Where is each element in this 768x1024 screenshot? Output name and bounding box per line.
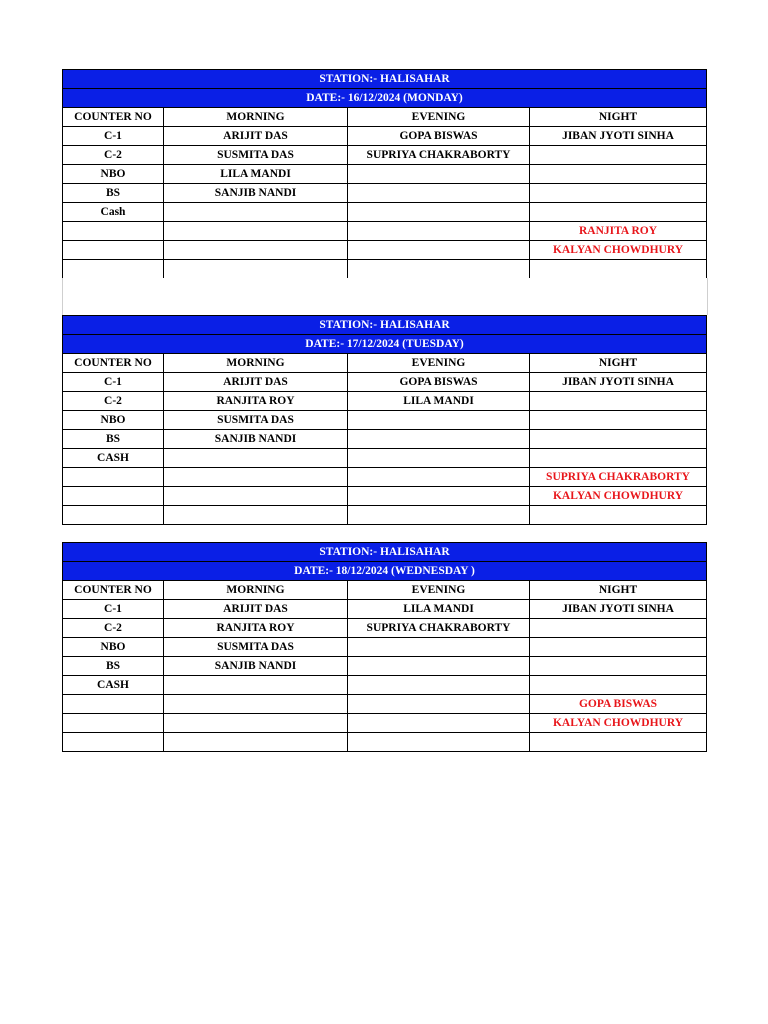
empty-cell	[63, 714, 164, 733]
evening-cell: GOPA BISWAS	[348, 373, 530, 392]
counter-cell: C-2	[63, 619, 164, 638]
empty-cell	[348, 468, 530, 487]
night-cell	[530, 449, 707, 468]
night-cell: JIBAN JYOTI SINHA	[530, 373, 707, 392]
evening-cell: SUPRIYA CHAKRABORTY	[348, 146, 530, 165]
empty-cell	[348, 241, 530, 260]
header-row	[63, 354, 707, 373]
header-morning: MORNING	[164, 581, 348, 600]
empty-cell	[164, 733, 348, 752]
extra-staff-cell: RANJITA ROY	[530, 222, 707, 241]
evening-cell: GOPA BISWAS	[348, 127, 530, 146]
night-cell	[530, 203, 707, 222]
station-banner: STATION:- HALISAHAR	[63, 543, 707, 562]
header-evening: EVENING	[348, 581, 530, 600]
night-cell	[530, 146, 707, 165]
extra-staff-row	[63, 468, 707, 487]
header-evening: EVENING	[348, 108, 530, 127]
header-counter-no: COUNTER NO	[63, 581, 164, 600]
empty-cell	[63, 487, 164, 506]
empty-cell	[164, 714, 348, 733]
table-row	[63, 165, 707, 184]
night-cell	[530, 638, 707, 657]
night-cell	[530, 657, 707, 676]
roster-table	[62, 69, 707, 279]
empty-cell	[530, 733, 707, 752]
night-cell	[530, 165, 707, 184]
extra-staff-row	[63, 222, 707, 241]
night-cell	[530, 392, 707, 411]
counter-cell: CASH	[63, 676, 164, 695]
blank-row	[63, 260, 707, 279]
extra-staff-cell: SUPRIYA CHAKRABORTY	[530, 468, 707, 487]
morning-cell: LILA MANDI	[164, 165, 348, 184]
table-row	[63, 146, 707, 165]
table-row	[63, 619, 707, 638]
empty-cell	[63, 695, 164, 714]
extra-staff-cell: GOPA BISWAS	[530, 695, 707, 714]
counter-cell: C-2	[63, 146, 164, 165]
night-cell: JIBAN JYOTI SINHA	[530, 127, 707, 146]
header-row	[63, 108, 707, 127]
empty-cell	[348, 506, 530, 525]
evening-cell	[348, 638, 530, 657]
empty-cell	[164, 260, 348, 279]
table-row	[63, 203, 707, 222]
evening-cell	[348, 657, 530, 676]
table-row	[63, 392, 707, 411]
empty-cell	[348, 487, 530, 506]
empty-cell	[63, 260, 164, 279]
empty-cell	[348, 714, 530, 733]
empty-cell	[348, 260, 530, 279]
header-counter-no: COUNTER NO	[63, 108, 164, 127]
morning-cell: RANJITA ROY	[164, 392, 348, 411]
date-banner: DATE:- 16/12/2024 (MONDAY)	[63, 89, 707, 108]
morning-cell: SANJIB NANDI	[164, 430, 348, 449]
header-morning: MORNING	[164, 108, 348, 127]
morning-cell: SUSMITA DAS	[164, 146, 348, 165]
counter-cell: BS	[63, 657, 164, 676]
empty-cell	[530, 260, 707, 279]
empty-cell	[348, 733, 530, 752]
header-night: NIGHT	[530, 354, 707, 373]
empty-cell	[348, 222, 530, 241]
table-row	[63, 430, 707, 449]
table-row	[63, 373, 707, 392]
extra-staff-cell: KALYAN CHOWDHURY	[530, 487, 707, 506]
morning-cell	[164, 203, 348, 222]
table-spacer	[62, 278, 708, 315]
empty-cell	[164, 241, 348, 260]
table-row	[63, 676, 707, 695]
empty-cell	[164, 487, 348, 506]
evening-cell	[348, 165, 530, 184]
extra-staff-row	[63, 487, 707, 506]
evening-cell	[348, 676, 530, 695]
morning-cell: SUSMITA DAS	[164, 638, 348, 657]
extra-staff-row	[63, 241, 707, 260]
empty-cell	[63, 733, 164, 752]
night-cell	[530, 184, 707, 203]
evening-cell: LILA MANDI	[348, 600, 530, 619]
night-cell	[530, 430, 707, 449]
morning-cell: SANJIB NANDI	[164, 184, 348, 203]
morning-cell: SANJIB NANDI	[164, 657, 348, 676]
station-banner: STATION:- HALISAHAR	[63, 316, 707, 335]
extra-staff-cell: KALYAN CHOWDHURY	[530, 241, 707, 260]
counter-cell: BS	[63, 430, 164, 449]
header-evening: EVENING	[348, 354, 530, 373]
date-banner: DATE:- 17/12/2024 (TUESDAY)	[63, 335, 707, 354]
header-night: NIGHT	[530, 581, 707, 600]
header-morning: MORNING	[164, 354, 348, 373]
counter-cell: NBO	[63, 638, 164, 657]
night-cell: JIBAN JYOTI SINHA	[530, 600, 707, 619]
counter-cell: CASH	[63, 449, 164, 468]
table-row	[63, 184, 707, 203]
evening-cell	[348, 203, 530, 222]
station-banner: STATION:- HALISAHAR	[63, 70, 707, 89]
empty-cell	[63, 241, 164, 260]
evening-cell: SUPRIYA CHAKRABORTY	[348, 619, 530, 638]
header-counter-no: COUNTER NO	[63, 354, 164, 373]
evening-cell	[348, 430, 530, 449]
roster-sheet-2	[62, 315, 706, 525]
empty-cell	[348, 695, 530, 714]
morning-cell: RANJITA ROY	[164, 619, 348, 638]
roster-table	[62, 315, 707, 525]
counter-cell: C-1	[63, 373, 164, 392]
counter-cell: Cash	[63, 203, 164, 222]
morning-cell	[164, 449, 348, 468]
night-cell	[530, 676, 707, 695]
empty-cell	[164, 468, 348, 487]
date-banner: DATE:- 18/12/2024 (WEDNESDAY )	[63, 562, 707, 581]
table-row	[63, 600, 707, 619]
empty-cell	[164, 222, 348, 241]
empty-cell	[63, 468, 164, 487]
empty-cell	[530, 506, 707, 525]
extra-staff-cell: KALYAN CHOWDHURY	[530, 714, 707, 733]
evening-cell	[348, 184, 530, 203]
table-row	[63, 411, 707, 430]
empty-cell	[63, 222, 164, 241]
empty-cell	[164, 506, 348, 525]
morning-cell	[164, 676, 348, 695]
empty-cell	[164, 695, 348, 714]
counter-cell: BS	[63, 184, 164, 203]
morning-cell: ARIJIT DAS	[164, 373, 348, 392]
night-cell	[530, 619, 707, 638]
night-cell	[530, 411, 707, 430]
morning-cell: ARIJIT DAS	[164, 600, 348, 619]
extra-staff-row	[63, 695, 707, 714]
counter-cell: NBO	[63, 411, 164, 430]
empty-cell	[63, 506, 164, 525]
evening-cell	[348, 449, 530, 468]
header-night: NIGHT	[530, 108, 707, 127]
roster-sheet-3	[62, 542, 706, 752]
evening-cell: LILA MANDI	[348, 392, 530, 411]
roster-table	[62, 542, 707, 752]
extra-staff-row	[63, 714, 707, 733]
header-row	[63, 581, 707, 600]
table-row	[63, 638, 707, 657]
morning-cell: SUSMITA DAS	[164, 411, 348, 430]
evening-cell	[348, 411, 530, 430]
counter-cell: C-2	[63, 392, 164, 411]
roster-sheet-1	[62, 69, 706, 279]
blank-row	[63, 506, 707, 525]
counter-cell: C-1	[63, 127, 164, 146]
table-row	[63, 127, 707, 146]
table-row	[63, 449, 707, 468]
morning-cell: ARIJIT DAS	[164, 127, 348, 146]
blank-row	[63, 733, 707, 752]
table-row	[63, 657, 707, 676]
counter-cell: C-1	[63, 600, 164, 619]
counter-cell: NBO	[63, 165, 164, 184]
